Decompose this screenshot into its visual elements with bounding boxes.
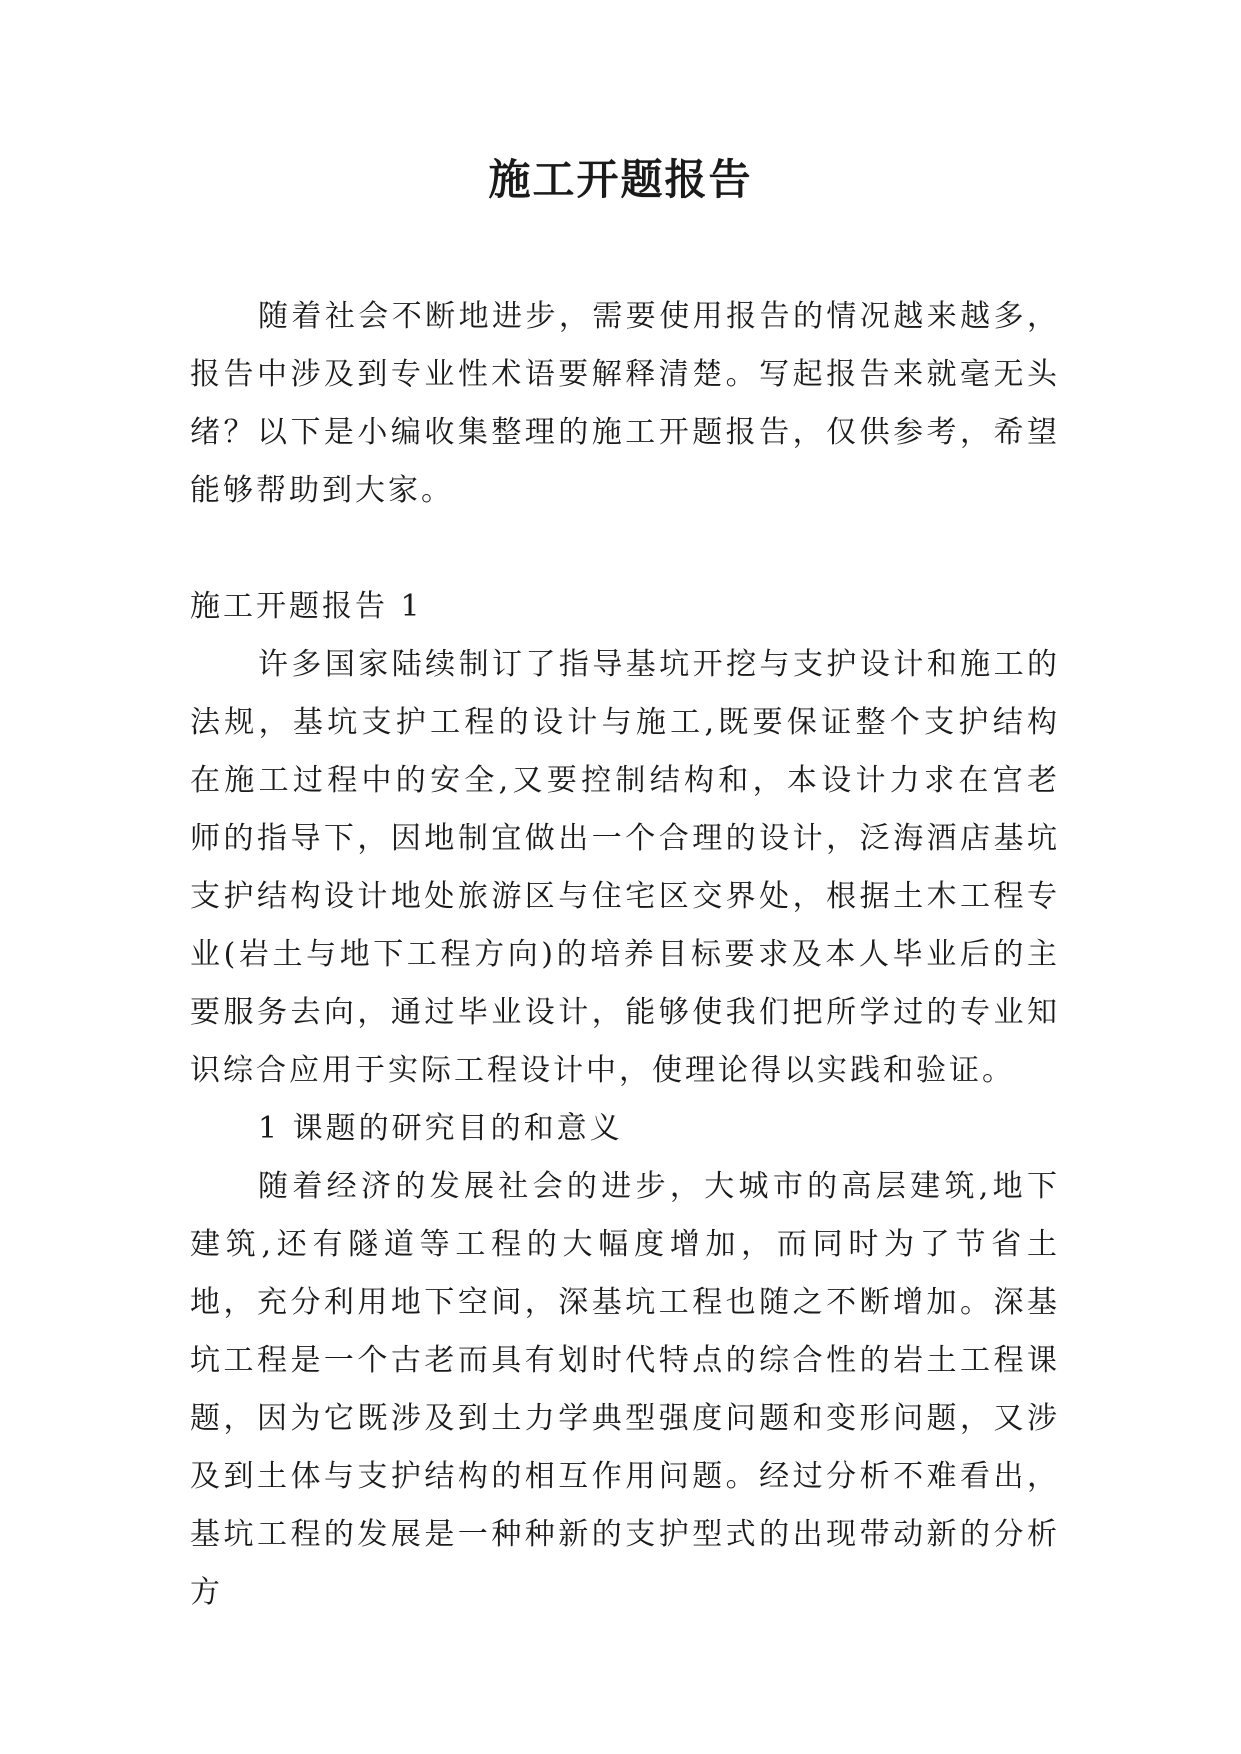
document-title: 施工开题报告 — [488, 155, 753, 204]
body-paragraph: 随着经济的发展社会的进步，大城市的高层建筑,地下建筑,还有隧道等工程的大幅度增加，而同时为了节省土地，充分利用地下空间，深基坑工程也随之不断增加。深基坑工程是一个古老而具有划时代特点的综合性的岩土工程课题，因为它既涉及到土力学典型强度问题和变形问题，又涉及到土体与支护结构的相互作用问题。经过分析不难看出，基坑工程的发展是一种种新的支护型式的出现带动新的分析方 — [190, 1169, 1060, 1610]
subsection-heading: 1 课题的研究目的和意义 — [258, 1111, 623, 1146]
body-paragraph: 许多国家陆续制订了指导基坑开挖与支护设计和施工的法规，基坑支护工程的设计与施工,既要保证整个支护结构在施工过程中的安全,又要控制结构和，本设计力求在宫老师的指导下，因地制宜做出一个合理的设计，泛海酒店基坑支护结构设计地处旅游区与住宅区交界处，根据土木工程专业(岩土与地下工程方向)的培养目标要求及本人毕业后的主要服务去向，通过毕业设计，能够使我们把所学过的专业知识综合应用于实际工程设计中，使理论得以实践和验证。 — [190, 647, 1060, 1088]
section-heading: 施工开题报告 1 — [190, 589, 423, 624]
intro-paragraph: 随着社会不断地进步，需要使用报告的情况越来越多，报告中涉及到专业性术语要解释清楚。写起报告来就毫无头绪？以下是小编收集整理的施工开题报告，仅供参考，希望能够帮助到大家。 — [190, 299, 1060, 508]
